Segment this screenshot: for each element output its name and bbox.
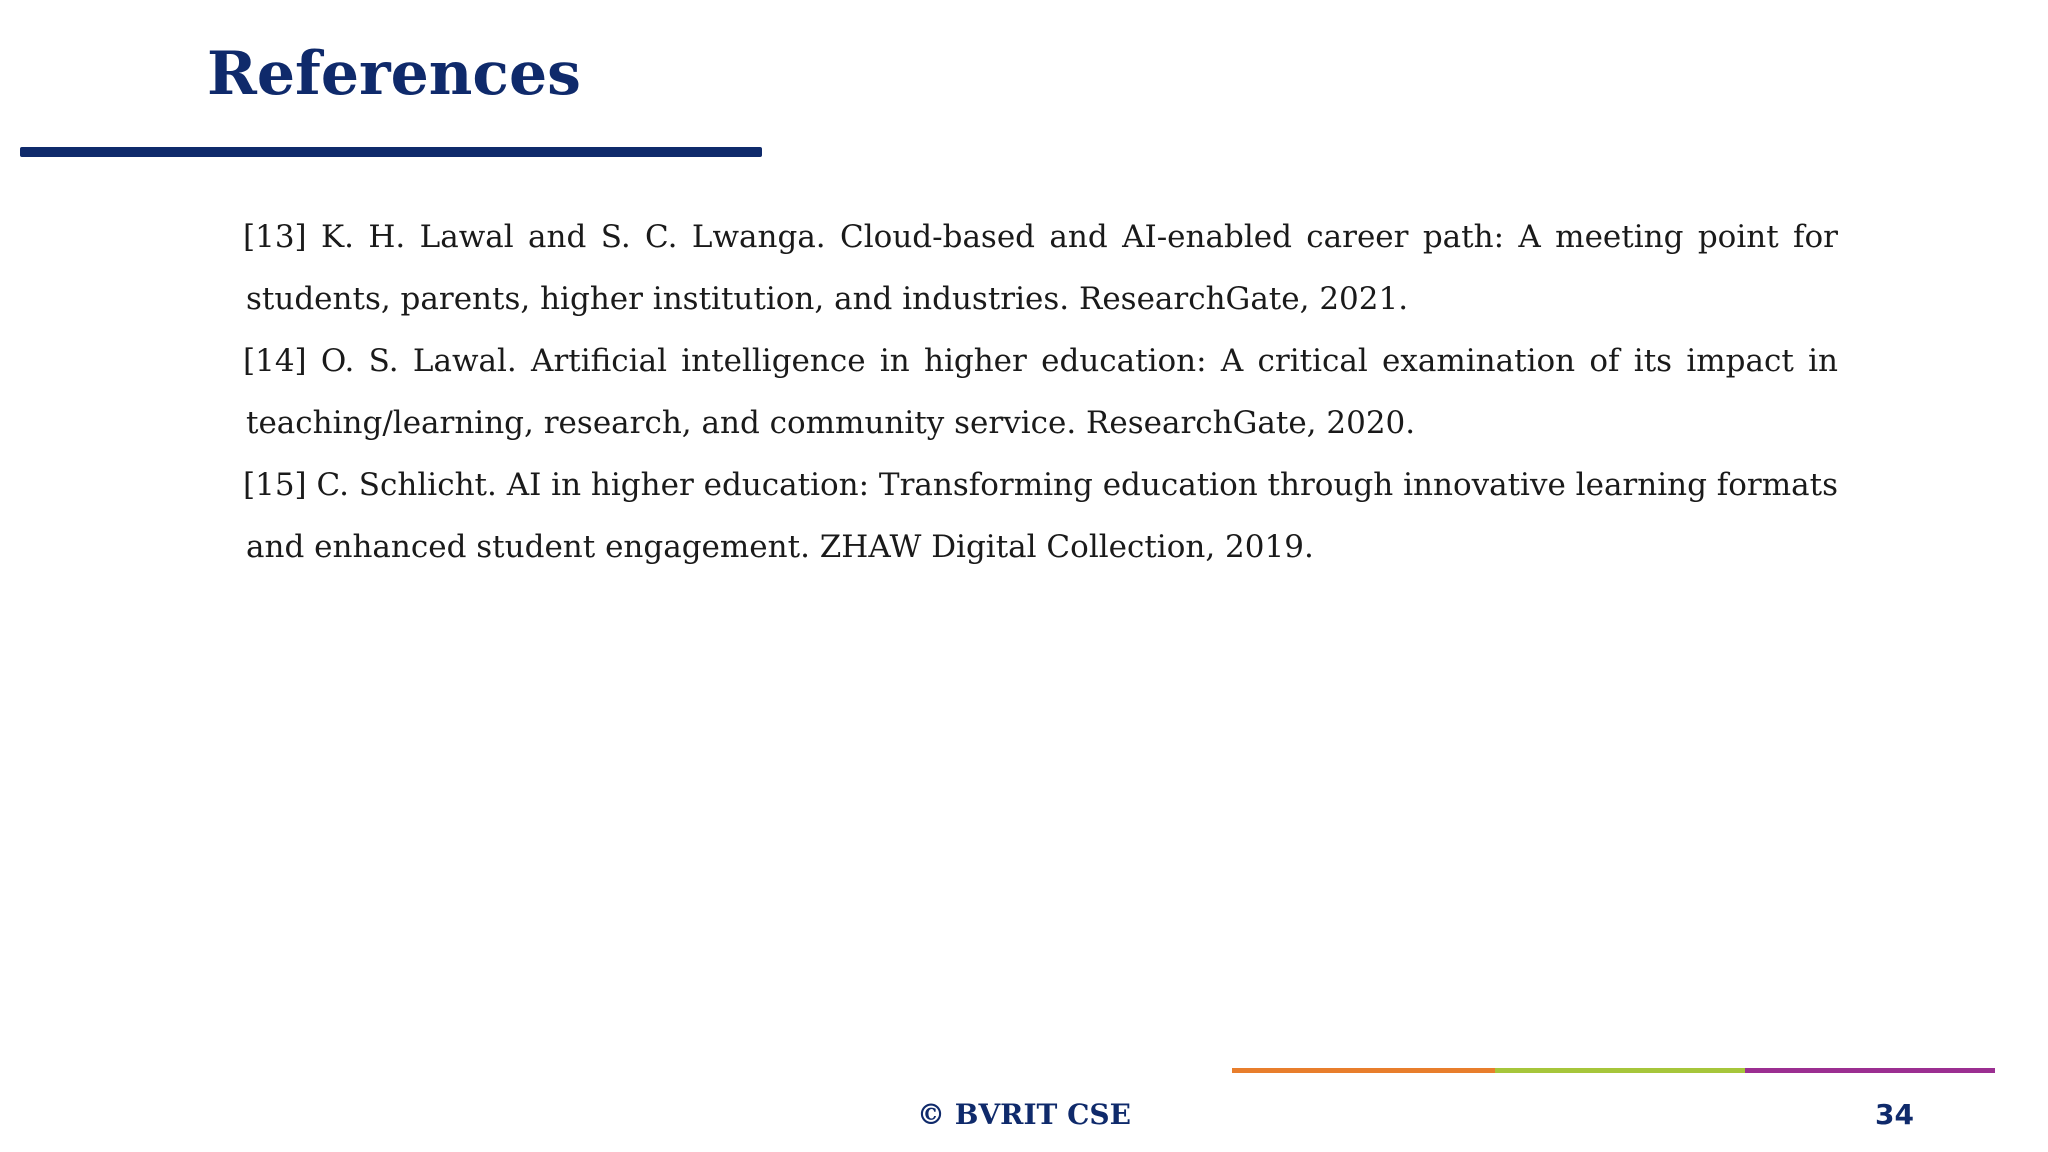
- footer-accent-purple: [1745, 1068, 1995, 1073]
- footer-accent-lines: [1232, 1068, 1995, 1073]
- page-number: 34: [1875, 1098, 1914, 1131]
- footer-copyright: © BVRIT CSE: [917, 1098, 1131, 1131]
- slide-title: References: [207, 39, 581, 109]
- reference-item: [13] K. H. Lawal and S. C. Lwanga. Cloud-based and AI-enabled career path: A meeting point for students, parents, higher institution, and industries. ResearchGate, 2021.: [243, 219, 1838, 317]
- reference-list: [243, 206, 1838, 578]
- footer-accent-orange: [1232, 1068, 1495, 1073]
- reference-item: [15] C. Schlicht. AI in higher education: Transforming education through innovative learning formats and enhanced student engagement. ZHAW Digital Collection, 2019.: [243, 467, 1838, 565]
- reference-item: [14] O. S. Lawal. Artificial intelligence in higher education: A critical examination of its impact in teaching/learning, research, and community service. ResearchGate, 2020.: [243, 343, 1838, 441]
- title-underline: [20, 147, 762, 157]
- footer-accent-green: [1495, 1068, 1745, 1073]
